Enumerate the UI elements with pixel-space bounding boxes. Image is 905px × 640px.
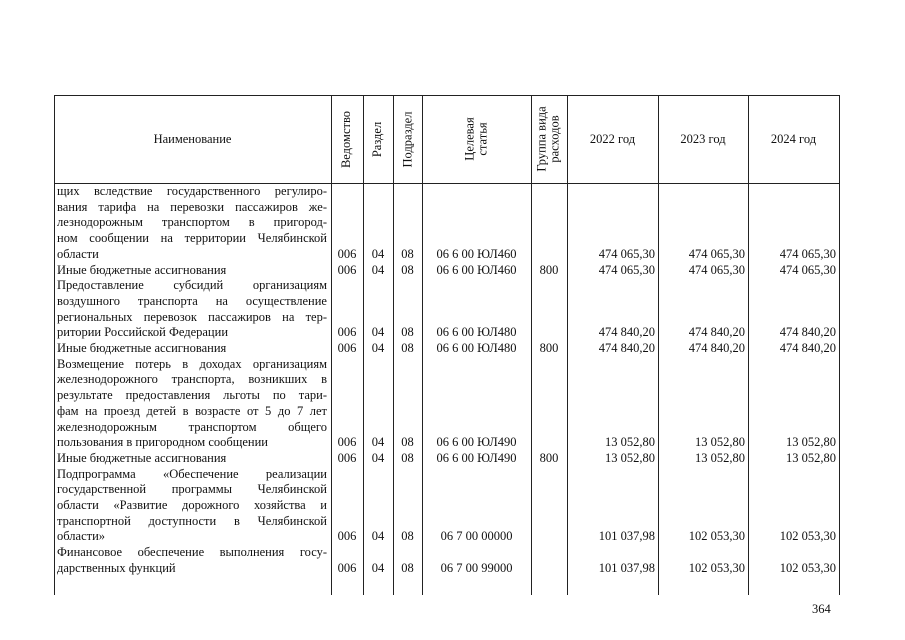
row-name-line: Иные бюджетные ассигнования bbox=[57, 262, 227, 277]
row-name bbox=[57, 545, 327, 576]
col-border bbox=[839, 95, 840, 595]
cell-dept: 006 bbox=[337, 246, 357, 261]
row-name-line: ном сообщении на территории Челябинской bbox=[57, 231, 327, 246]
cell-target: 06 6 00 ЮЛ480 bbox=[436, 341, 517, 355]
page-number: 364 bbox=[812, 602, 831, 616]
cell-y2022: 101 037,98 bbox=[598, 560, 655, 575]
header-dept bbox=[331, 95, 363, 183]
header-target-line: статья bbox=[475, 122, 490, 156]
row-name-line: Возмещение потерь в доходах организациям bbox=[57, 356, 327, 371]
cell-y2024: 474 065,30 bbox=[779, 262, 836, 277]
row-name-line: дарственных функций bbox=[57, 560, 176, 575]
table-row bbox=[54, 263, 839, 279]
row-name-line: региональных перевозок пассажиров на тер- bbox=[57, 309, 327, 324]
header-subsection-text: Подраздел bbox=[400, 111, 414, 167]
header-2023-text: 2023 год bbox=[680, 131, 726, 146]
table-row bbox=[54, 357, 839, 451]
row-name-line: Иные бюджетные ассигнования bbox=[57, 341, 227, 355]
cell-target: 06 7 00 99000 bbox=[440, 560, 513, 575]
cell-subsection: 08 bbox=[401, 325, 414, 340]
header-name-text: Наименование bbox=[153, 131, 232, 146]
cell-section: 04 bbox=[371, 529, 385, 544]
cell-dept: 006 bbox=[337, 325, 357, 340]
header-2024 bbox=[748, 95, 839, 183]
cell-subsection: 08 bbox=[401, 262, 414, 277]
row-name-line: области «Развитие дорожного хозяйства и bbox=[57, 498, 327, 512]
cell-target: 06 6 00 ЮЛ480 bbox=[436, 325, 517, 340]
cell-y2022: 474 840,20 bbox=[598, 341, 655, 355]
cell-subsection: 08 bbox=[401, 341, 414, 355]
header-target-text bbox=[464, 117, 490, 160]
row-name-line: области bbox=[57, 246, 99, 261]
cell-target: 06 6 00 ЮЛ460 bbox=[436, 246, 517, 261]
table-row bbox=[54, 451, 839, 467]
cell-subsection: 08 bbox=[401, 560, 414, 575]
header-2023 bbox=[658, 95, 748, 183]
cell-section: 04 bbox=[371, 435, 385, 450]
cell-dept: 006 bbox=[337, 341, 357, 355]
row-name-line: щих вследствие государственного регулиро- bbox=[57, 184, 327, 198]
header-section-text: Раздел bbox=[370, 121, 385, 157]
header-name bbox=[54, 95, 331, 183]
row-name-line: Финансовое обеспечение выполнения госу- bbox=[57, 545, 327, 560]
row-name-line: фам на проезд детей в возрасте от 5 до 7 лет bbox=[57, 403, 327, 418]
table-row bbox=[54, 184, 839, 263]
row-name-line: Подпрограмма «Обеспечение реализации bbox=[57, 466, 327, 481]
cell-section: 04 bbox=[371, 560, 385, 575]
cell-y2022: 13 052,80 bbox=[605, 435, 655, 450]
header-group-text bbox=[536, 106, 562, 171]
table-row bbox=[54, 341, 839, 357]
cell-target: 06 6 00 ЮЛ490 bbox=[436, 435, 517, 450]
cell-y2024: 474 065,30 bbox=[779, 246, 836, 261]
cell-y2024: 102 053,30 bbox=[779, 560, 836, 575]
row-name-line: области» bbox=[57, 529, 106, 544]
row-name-line: транспортной доступности в Челябинской bbox=[57, 513, 327, 528]
table-row bbox=[54, 278, 839, 341]
cell-dept: 006 bbox=[337, 560, 357, 575]
cell-subsection: 08 bbox=[401, 529, 414, 544]
budget-table bbox=[54, 95, 839, 595]
row-name-line: железнодорожного транспорта, возникших в bbox=[57, 372, 327, 387]
row-name-line: железнодорожным транспортом общего bbox=[57, 419, 327, 434]
cell-y2023: 474 065,30 bbox=[688, 246, 745, 261]
row-name bbox=[57, 451, 327, 467]
cell-y2022: 474 840,20 bbox=[598, 325, 655, 340]
row-name-line: Предоставление субсидий организациям bbox=[57, 278, 327, 293]
row-name bbox=[57, 357, 327, 451]
cell-group: 800 bbox=[539, 450, 559, 465]
cell-y2024: 102 053,30 bbox=[779, 529, 836, 544]
row-name-line: ритории Российской Федерации bbox=[57, 325, 229, 340]
cell-subsection: 08 bbox=[401, 435, 414, 450]
cell-y2024: 474 840,20 bbox=[779, 341, 836, 355]
cell-subsection: 08 bbox=[401, 450, 414, 465]
row-name bbox=[57, 263, 327, 279]
cell-group: 800 bbox=[539, 262, 559, 277]
cell-section: 04 bbox=[371, 325, 385, 340]
cell-y2023: 13 052,80 bbox=[695, 435, 745, 450]
header-group-line: Группа вида bbox=[535, 106, 550, 172]
cell-dept: 006 bbox=[337, 529, 357, 544]
row-name-line: Иные бюджетные ассигнования bbox=[57, 450, 227, 465]
table-row bbox=[54, 467, 839, 546]
row-name-line: вания тарифа на перевозки пассажиров же- bbox=[57, 199, 327, 214]
table-row bbox=[54, 545, 839, 576]
cell-section: 04 bbox=[371, 450, 385, 465]
cell-y2023: 13 052,80 bbox=[695, 450, 745, 465]
cell-dept: 006 bbox=[337, 435, 357, 450]
cell-y2024: 13 052,80 bbox=[786, 450, 836, 465]
cell-y2023: 474 840,20 bbox=[688, 325, 745, 340]
header-subsection bbox=[393, 95, 422, 183]
row-name-line: государственной программы Челябинской bbox=[57, 482, 327, 497]
row-name bbox=[57, 278, 327, 341]
header-target bbox=[422, 95, 531, 183]
cell-y2022: 101 037,98 bbox=[598, 529, 655, 544]
header-2024-text: 2024 год bbox=[770, 131, 817, 146]
row-name-line: пользования в пригородном сообщении bbox=[57, 435, 268, 450]
header-group-line: расходов bbox=[548, 115, 563, 163]
cell-group: 800 bbox=[539, 341, 559, 355]
header-2022 bbox=[567, 95, 658, 183]
cell-dept: 006 bbox=[337, 262, 357, 277]
cell-section: 04 bbox=[371, 262, 385, 277]
header-2022-text: 2022 год bbox=[589, 131, 636, 146]
row-name bbox=[57, 184, 327, 263]
header-section bbox=[363, 95, 393, 183]
cell-target: 06 7 00 00000 bbox=[440, 529, 513, 544]
cell-target: 06 6 00 ЮЛ460 bbox=[436, 262, 517, 277]
cell-y2022: 474 065,30 bbox=[598, 262, 655, 277]
header-target-line: Целевая bbox=[462, 117, 477, 161]
cell-y2023: 474 840,20 bbox=[688, 341, 745, 355]
cell-y2023: 102 053,30 bbox=[688, 560, 745, 575]
cell-y2023: 474 065,30 bbox=[688, 262, 745, 277]
cell-y2022: 474 065,30 bbox=[598, 246, 655, 261]
cell-y2024: 474 840,20 bbox=[779, 325, 836, 340]
cell-target: 06 6 00 ЮЛ490 bbox=[436, 450, 517, 465]
cell-y2022: 13 052,80 bbox=[605, 450, 655, 465]
row-name bbox=[57, 467, 327, 546]
row-name-line: воздушного транспорта на осуществление bbox=[57, 293, 327, 308]
cell-section: 04 bbox=[371, 246, 385, 261]
cell-dept: 006 bbox=[337, 450, 357, 465]
cell-subsection: 08 bbox=[401, 246, 414, 261]
cell-section: 04 bbox=[371, 341, 385, 355]
header-dept-text: Ведомство bbox=[339, 110, 354, 168]
cell-y2024: 13 052,80 bbox=[786, 435, 836, 450]
row-name-line: результате предоставления льготы по тари- bbox=[57, 388, 327, 403]
header-group bbox=[531, 95, 567, 183]
row-name-line: лезнодорожным транспортом в пригород- bbox=[57, 215, 327, 230]
row-name bbox=[57, 341, 327, 357]
cell-y2023: 102 053,30 bbox=[688, 529, 745, 544]
